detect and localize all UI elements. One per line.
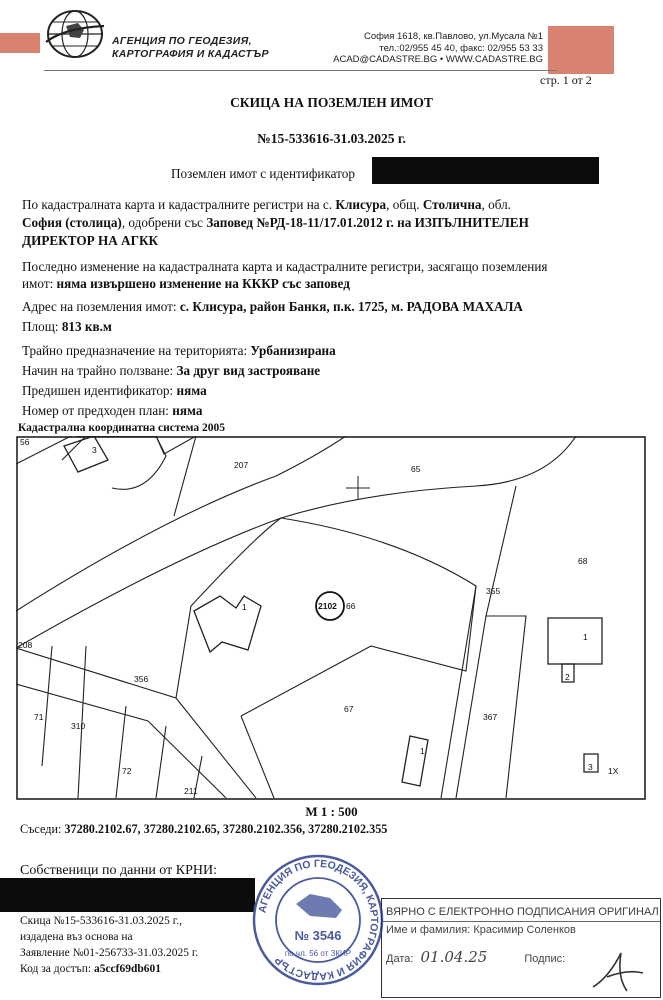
header-rule <box>44 70 557 71</box>
date-value: 01.04.25 <box>420 948 488 966</box>
globe-logo-icon <box>44 8 106 60</box>
map-label-56: 56 <box>20 437 30 447</box>
crosshair-icon <box>346 476 370 500</box>
l5-pre: имот: <box>22 276 57 291</box>
agency-name-line1: АГЕНЦИЯ ПО ГЕОДЕЗИЯ, <box>112 35 252 47</box>
footer-line-1: Скица №15-533616-31.03.2025 г., <box>20 915 182 927</box>
map-label-2: 2 <box>565 672 570 682</box>
redacted-identifier <box>372 157 599 184</box>
access-code-label: Код за достъп: <box>20 963 94 975</box>
l2-order: Заповед №РД-18-11/17.01.2012 г. на ИЗПЪЛНИТЕЛЕН <box>206 215 529 230</box>
redacted-owner <box>0 878 255 912</box>
area-line <box>22 318 112 335</box>
access-code-value: a5ccf69db601 <box>93 963 162 975</box>
prev-plan-label: Номер от предходен план: <box>22 403 173 418</box>
neighbours-value: 37280.2102.67, 37280.2102.65, 37280.2102.356, 37280.2102.355 <box>64 822 388 836</box>
certification-box <box>381 898 661 998</box>
purpose-line <box>22 342 336 359</box>
l1-mid: , общ. <box>386 197 423 212</box>
purpose-value: Урбанизирана <box>250 343 336 358</box>
area-label: Площ: <box>22 319 62 334</box>
stamp-icon <box>250 852 386 988</box>
header-red-bar <box>0 33 40 53</box>
stamp-number: № 3546 <box>294 928 342 943</box>
neighbours-label: Съседи: <box>20 822 65 836</box>
prev-id-value: няма <box>176 383 207 398</box>
agency-name-line2: КАРТОГРАФИЯ И КАДАСТЪР <box>112 48 269 60</box>
l2-region: София (столица) <box>22 215 122 230</box>
map-label-310: 310 <box>71 721 86 731</box>
map-label-1x: 1Х <box>608 766 619 776</box>
map-label-71: 71 <box>34 712 44 722</box>
area-value: 813 кв.м <box>61 319 112 334</box>
map-label-208: 208 <box>18 640 33 650</box>
stamp-ring-text: АГЕНЦИЯ ПО ГЕОДЕЗИЯ, КАРТОГРАФИЯ И КАДАСТЪР <box>256 857 381 983</box>
body-line-3 <box>22 232 158 249</box>
map-scale: М 1 : 500 <box>305 804 358 819</box>
prev-id-label: Предишен идентификатор: <box>22 383 177 398</box>
body-line-2 <box>22 214 529 231</box>
neighbours-line <box>20 821 387 838</box>
agency-web: ACAD@CADASTRE.BG • WWW.CADASTRE.BG <box>333 54 543 65</box>
parcel-number: 2102 <box>318 601 337 611</box>
date-label: Дата: <box>386 953 414 965</box>
address-value: с. Клисура, район Банкя, п.к. 1725, м. РАДОВА МАХАЛА <box>179 299 523 314</box>
prev-id-line <box>22 382 207 399</box>
map-label-1c: 1 <box>420 746 425 756</box>
l1-muni: Столична <box>422 197 482 212</box>
document-title: СКИЦА НА ПОЗЕМЛЕН ИМОТ <box>230 95 433 110</box>
map-label-72: 72 <box>122 766 132 776</box>
l1-village: Клисура <box>335 197 387 212</box>
map-label-367: 367 <box>483 712 498 722</box>
map-label-356: 356 <box>134 674 149 684</box>
header-red-bar-right <box>548 26 614 74</box>
map-label-1a: 1 <box>242 602 247 612</box>
body-line-4: Последно изменение на кадастралната карта и кадастралните регистри, засягащо поземления <box>22 259 548 274</box>
prev-plan-value: няма <box>172 403 203 418</box>
cadastral-map <box>16 436 646 802</box>
coordinate-system-label: Кадастрална координатна система 2005 <box>18 422 225 434</box>
prev-plan-line <box>22 402 202 419</box>
cadastral-map-svg <box>16 436 646 802</box>
name-value: Красимир Соленков <box>473 924 576 936</box>
page-counter: стр. 1 от 2 <box>540 73 592 87</box>
agency-logo <box>44 8 106 60</box>
map-label-1b: 1 <box>583 632 588 642</box>
footer-line-3: Заявление №01-256733-31.03.2025 г. <box>20 947 199 959</box>
map-label-65: 65 <box>411 464 421 474</box>
footer-line-4 <box>20 961 198 977</box>
certification-name-row <box>382 922 660 936</box>
document-number: №15-533616-31.03.2025 г. <box>257 131 406 146</box>
map-label-3b: 3 <box>588 762 593 772</box>
address-line <box>22 298 523 315</box>
purpose-label: Трайно предназначение на територията: <box>22 343 251 358</box>
agency-contacts <box>333 31 543 66</box>
agency-stamp <box>250 852 386 988</box>
owners-label: Собственици по данни от КРНИ: <box>20 863 217 878</box>
agency-phones: тел.:02/955 45 40, факс: 02/955 53 33 <box>379 42 543 54</box>
map-label-355: 355 <box>486 586 501 596</box>
l3-director: ДИРЕКТОР НА АГКК <box>22 233 159 248</box>
use-label: Начин на трайно ползване: <box>22 363 177 378</box>
address-label: Адрес на поземления имот: <box>22 299 180 314</box>
stamp-bottom: по чл. 56 от ЗКИР <box>284 949 352 958</box>
l2-mid: , одобрени със <box>121 215 207 230</box>
map-label-211: 211 <box>184 786 198 796</box>
footer-line-2: издадена въз основа на <box>20 931 133 943</box>
use-line <box>22 362 320 379</box>
map-label-66: 66 <box>346 601 356 611</box>
map-label-207: 207 <box>234 460 249 470</box>
map-label-67: 67 <box>344 704 354 714</box>
map-label-68: 68 <box>578 556 588 566</box>
map-label-3: 3 <box>92 445 97 455</box>
l1-post: , обл. <box>481 197 511 212</box>
agency-name <box>112 35 269 61</box>
handwritten-signature <box>587 947 647 995</box>
body-line-1 <box>22 196 511 213</box>
body-line-5 <box>22 275 350 292</box>
l1-pre: По кадастралната карта и кадастралните регистри на с. <box>22 197 336 212</box>
name-label: Име и фамилия: <box>386 924 471 936</box>
agency-address: София 1618, кв.Павлово, ул.Мусала №1 <box>363 31 543 42</box>
sign-label: Подпис: <box>524 953 566 965</box>
certification-title: ВЯРНО С ЕЛЕКТРОННО ПОДПИСАНИЯ ОРИГИНАЛ <box>386 906 659 918</box>
use-value: За друг вид застрояване <box>176 363 321 378</box>
l5-val: няма извършено изменение на КККР със заповед <box>56 276 350 291</box>
footer-text <box>20 913 198 977</box>
identifier-label: Поземлен имот с идентификатор <box>171 166 355 181</box>
